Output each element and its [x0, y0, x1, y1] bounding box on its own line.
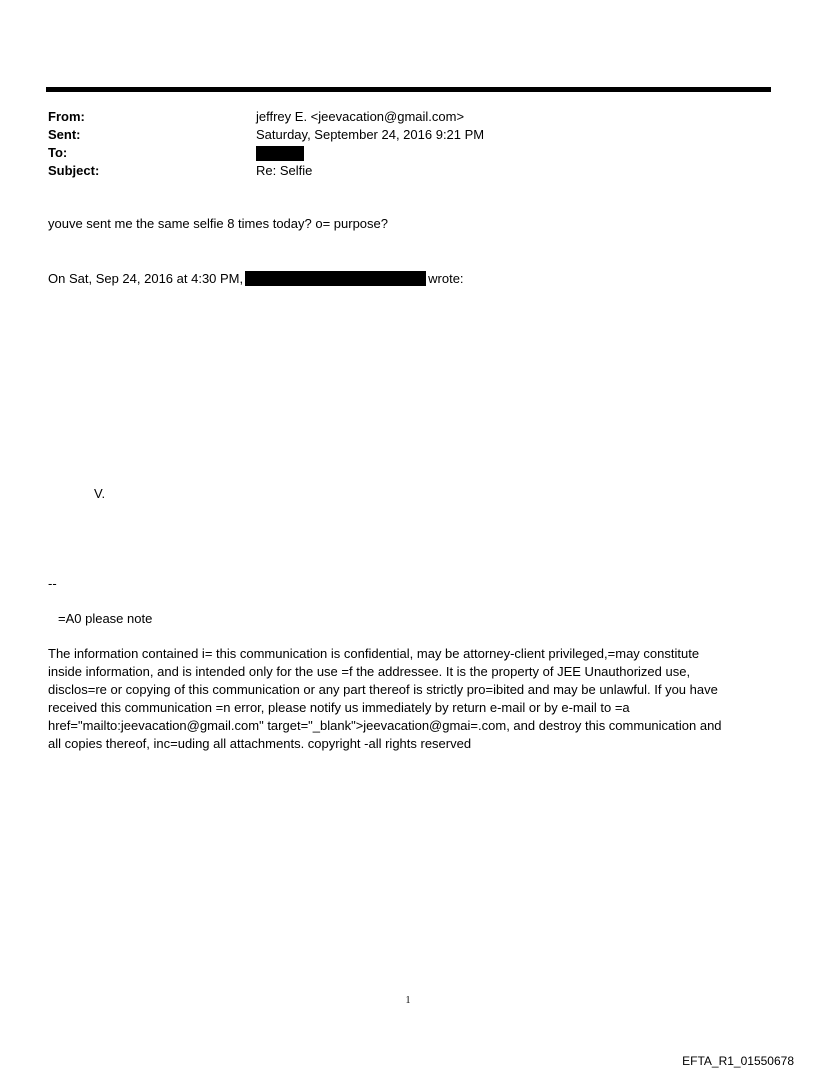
from-label: From:	[48, 109, 85, 124]
sent-row	[48, 126, 484, 144]
to-redaction	[256, 146, 304, 161]
quote-suffix: wrote:	[428, 271, 464, 286]
subject-label: Subject:	[48, 163, 100, 178]
please-note: =A0 please note	[58, 611, 153, 626]
quote-attribution	[48, 270, 464, 288]
page-number: 1	[405, 995, 411, 1006]
to-label: To:	[48, 145, 68, 160]
signature-separator: --	[48, 576, 57, 591]
disclaimer-line: inside information, and is intended only for the use =f the addressee. It is the property of JEE Unauthorized use,	[48, 664, 691, 679]
sender-redaction	[245, 271, 426, 286]
to-row	[48, 144, 484, 162]
message-text: youve sent me the same selfie 8 times today? o= purpose?	[48, 216, 388, 231]
from-row	[48, 108, 484, 126]
disclaimer-line: disclos=re or copying of this communication or any part thereof is strictly pro=ibited and may be unlawful. If you have	[48, 682, 718, 697]
quote-prefix: On Sat, Sep 24, 2016 at 4:30 PM,	[48, 271, 244, 286]
signature-initial: V.	[94, 486, 106, 501]
header-rule	[46, 87, 771, 92]
disclaimer-line: received this communication =n error, please notify us immediately by return e-mail or by e-mail to =a	[48, 700, 630, 715]
disclaimer	[48, 645, 768, 753]
disclaimer-line: The information contained i= this communication is confidential, may be attorney-client privileged,=may constitute	[48, 646, 700, 661]
disclaimer-line: href="mailto:jeevacation@gmail.com" target="_blank">jeevacation@gmai=.com, and destroy this communication and	[48, 718, 722, 733]
sent-value: Saturday, September 24, 2016 9:21 PM	[256, 127, 485, 142]
subject-row	[48, 162, 484, 180]
subject-value: Re: Selfie	[256, 163, 313, 178]
from-value: jeffrey E. <jeevacation@gmail.com>	[256, 109, 465, 124]
disclaimer-line: all copies thereof, inc=uding all attachments. copyright -all rights reserved	[48, 736, 472, 751]
email-header	[48, 108, 484, 180]
sent-label: Sent:	[48, 127, 81, 142]
document-id: EFTA_R1_01550678	[682, 1054, 794, 1068]
